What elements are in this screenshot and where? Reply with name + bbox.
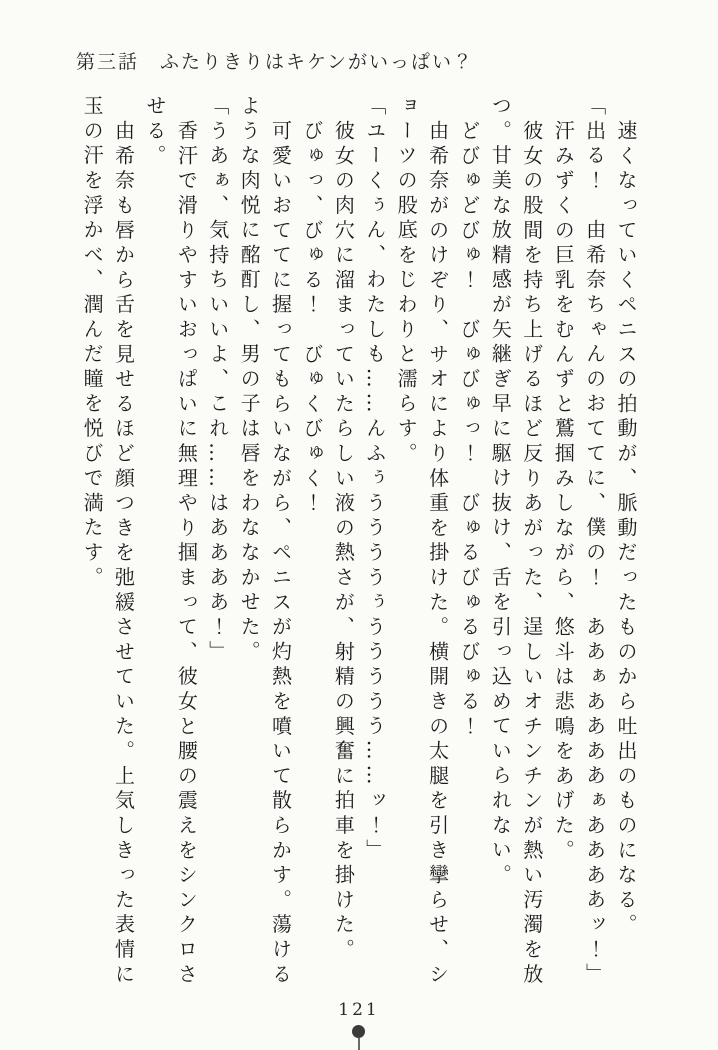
paragraph: 汗みずくの巨乳をむんずと鷲掴みしながら、悠斗は悲鳴をあげた。 <box>551 119 576 864</box>
paragraph: 「うあぁ、気持ちいいよ、これ……はああああ！」 <box>205 95 230 666</box>
pin-marker-icon <box>351 1025 366 1050</box>
paragraph: びゅっ、びゅる！ びゅくびゅく！ <box>299 119 324 517</box>
paragraph: 可愛いおててに握ってもらいながら、ペニスが灼熱を噴いて散らかす。蕩けるような肉悦に酩酊し、男の子は唇をわななかせた。 <box>237 95 293 988</box>
paragraph: 「出る！ 由希奈ちゃんのおててに、僕の！ ああぁああああぁああああッ！」 <box>582 95 607 988</box>
chapter-title: 第三話 ふたりきりはキケンがいっぱい？ <box>76 51 475 73</box>
paragraph: 香汗で滑りやすいおっぱいに無理やり掴まって、彼女と腰の震えをシンクロさせる。 <box>142 95 199 988</box>
paragraph: 速くなっていくペニスの拍動が、脈動だったものから吐出のものになる。 <box>614 119 638 939</box>
paragraph: 由希奈がのけぞり、サオにより体重を掛けた。横開きの太腿を引き攣らせ、ショーツの股底をじわりと濡らす。 <box>394 95 450 988</box>
novel-text-block <box>76 95 641 991</box>
pin-dot <box>352 1025 365 1038</box>
paragraph: 彼女の股間を持ち上げるほど反りあがった、逞しいオチンチンが熱い汚濁を放つ。甘美な放精感が矢継ぎ早に駆け抜け、舌を引っ込めていられない。 <box>488 95 544 988</box>
paragraph: 「ユーくぅん、わたしも……んふぅううううぅううううう……ッ！」 <box>362 95 387 864</box>
paragraph: 由希奈も唇から舌を見せるほど顔つきを弛緩させていた。上気しきった表情に玉の汗を浮かべ、潤んだ瞳を悦びで満たす。 <box>80 95 136 988</box>
pin-stem <box>358 1038 360 1050</box>
page-number: 121 <box>338 1000 380 1020</box>
paragraph: どびゅどびゅ！ びゅびゅっ！ びゅるびゅるびゅる！ <box>456 119 481 740</box>
paragraph: 彼女の肉穴に溜まっていたらしい液の熱さが、射精の興奮に拍車を掛けた。 <box>331 119 356 963</box>
